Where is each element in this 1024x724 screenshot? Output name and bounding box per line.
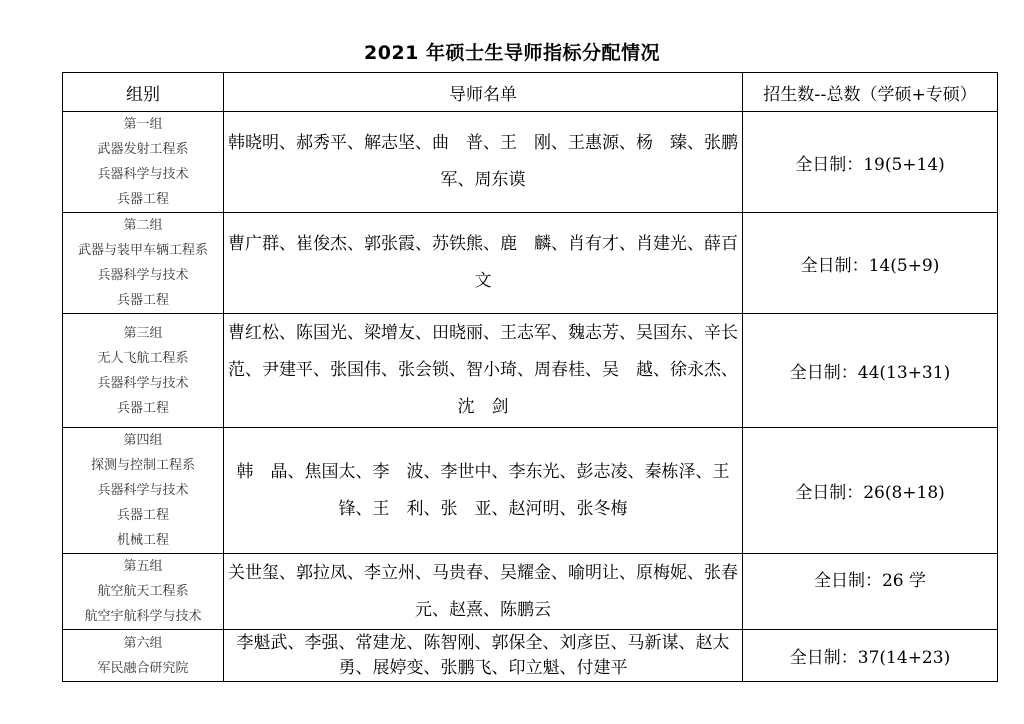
advisor-quota-table	[62, 72, 998, 682]
group-label: 第六组	[123, 635, 163, 651]
group-cell	[63, 213, 224, 314]
department-label: 航空航天工程系	[97, 584, 189, 599]
header-quota: 招生数--总数（学硕+专硕）	[743, 73, 998, 112]
quota-value: 全日制：26 学	[743, 554, 998, 630]
group-label: 第三组	[123, 325, 163, 341]
group-label: 第四组	[123, 433, 163, 448]
quota-value: 全日制：19(5+14)	[743, 112, 998, 213]
department-label: 无人飞航工程系	[97, 350, 189, 366]
quota-value: 全日制：26(8+18)	[743, 428, 998, 554]
table-row	[63, 630, 998, 682]
discipline-label: 兵器科学与技术	[97, 483, 189, 498]
group-label: 第一组	[123, 117, 163, 132]
discipline-label: 兵器工程	[116, 400, 169, 416]
table-header-row	[63, 73, 998, 112]
department-label: 探测与控制工程系	[90, 458, 195, 473]
group-label: 第五组	[123, 559, 163, 574]
quota-value: 全日制：44(13+31)	[743, 314, 998, 428]
discipline-label: 兵器科学与技术	[97, 375, 189, 391]
quota-value: 全日制：37(14+23)	[743, 630, 998, 682]
group-cell	[63, 554, 224, 630]
advisor-names: 曹红松、陈国光、梁增友、田晓丽、王志军、魏志芳、吴国东、辛长范、尹建平、张国伟、张会锁、智小琦、周春桂、吴 越、徐永杰、沈 剑	[224, 314, 743, 428]
discipline-label: 兵器工程	[116, 293, 169, 308]
discipline-label: 航空宇航科学与技术	[84, 609, 202, 624]
advisor-names: 李魁武、李强、常建龙、陈智刚、郭保全、刘彦臣、马新谋、赵太勇、展婷变、张鹏飞、印立魁、付建平	[224, 630, 743, 682]
department-label: 武器发射工程系	[97, 142, 189, 157]
department-label: 武器与装甲车辆工程系	[77, 243, 208, 258]
advisor-names: 韩晓明、郝秀平、解志坚、曲 普、王 刚、王惠源、杨 臻、张鹏军、周东谟	[224, 112, 743, 213]
group-cell	[63, 428, 224, 554]
advisor-names: 韩 晶、焦国太、李 波、李世中、李东光、彭志凌、秦栋泽、王 锋、王 利、张 亚、赵河明、张冬梅	[224, 428, 743, 554]
document-title: 2021 年硕士生导师指标分配情况	[364, 42, 660, 64]
discipline-label: 机械工程	[116, 533, 169, 548]
advisor-names: 曹广群、崔俊杰、郭张霞、苏铁熊、鹿 麟、肖有才、肖建光、薛百文	[224, 213, 743, 314]
table-row	[63, 213, 998, 314]
quota-value: 全日制：14(5+9)	[743, 213, 998, 314]
discipline-label: 兵器科学与技术	[97, 268, 189, 283]
table-row	[63, 428, 998, 554]
header-advisors: 导师名单	[224, 73, 743, 112]
group-label: 第二组	[123, 218, 163, 233]
discipline-label: 兵器科学与技术	[97, 167, 189, 182]
table-row	[63, 112, 998, 213]
group-cell	[63, 112, 224, 213]
table-row	[63, 554, 998, 630]
group-cell	[63, 630, 224, 682]
group-cell	[63, 314, 224, 428]
table-row	[63, 314, 998, 428]
advisor-names: 关世玺、郭拉凤、李立州、马贵春、吴耀金、喻明让、原梅妮、张春元、赵熹、陈鹏云	[224, 554, 743, 630]
discipline-label: 兵器工程	[116, 508, 169, 523]
header-group: 组别	[63, 73, 224, 112]
department-label: 军民融合研究院	[97, 660, 189, 676]
discipline-label: 兵器工程	[116, 192, 169, 207]
